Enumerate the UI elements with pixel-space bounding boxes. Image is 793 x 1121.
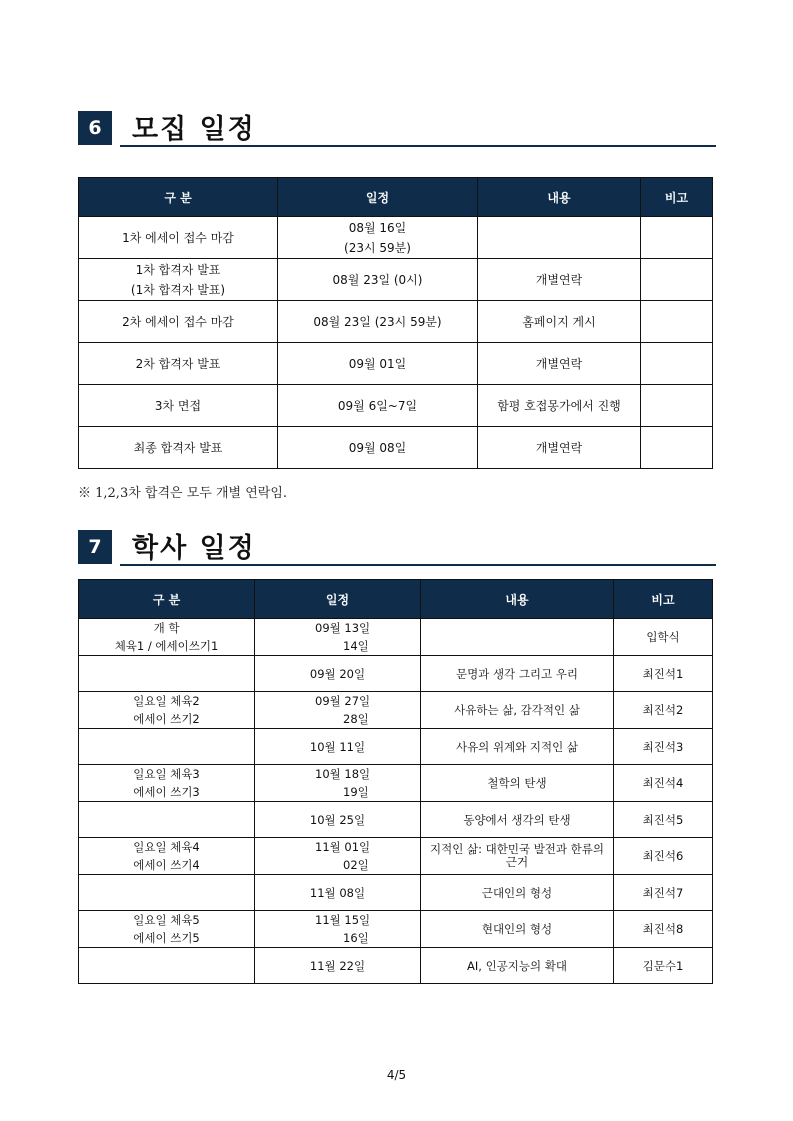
header-note: 비고 bbox=[641, 178, 713, 217]
table-row bbox=[79, 729, 713, 765]
section-6-header bbox=[78, 111, 716, 147]
category-line: 개 학 bbox=[153, 621, 180, 635]
category-line: 2차 에세이 접수 마감 bbox=[122, 314, 234, 329]
section-title: 모집 일정 bbox=[132, 114, 256, 145]
header-date: 일정 bbox=[255, 580, 421, 619]
date-line: 09월 6일~7일 bbox=[337, 398, 418, 413]
date-line: 09월 27일 bbox=[315, 694, 371, 708]
date-line: 02일 bbox=[343, 858, 369, 872]
cell-category bbox=[79, 217, 278, 259]
category-line: 최종 합격자 발표 bbox=[133, 440, 223, 455]
category-line: 체육1 / 에세이쓰기1 bbox=[114, 639, 219, 653]
date-line: 09월 13일 bbox=[315, 621, 371, 635]
table-row bbox=[79, 948, 713, 984]
table-row bbox=[79, 838, 713, 875]
table-row bbox=[79, 765, 713, 802]
category-line: 일요일 체육5 bbox=[133, 913, 200, 927]
table-row bbox=[79, 692, 713, 729]
date-line: 14일 bbox=[343, 639, 369, 653]
cell-category bbox=[79, 875, 255, 911]
date-line: 11월 08일 bbox=[309, 885, 366, 900]
category-line: 2차 합격자 발표 bbox=[135, 356, 221, 371]
table-row bbox=[79, 911, 713, 948]
cell-content: 개별연락 bbox=[478, 259, 641, 301]
cell-content: 사유하는 삶, 감각적인 삶 bbox=[421, 692, 614, 729]
cell-note bbox=[641, 259, 713, 301]
header-content: 내용 bbox=[421, 580, 614, 619]
header-category: 구 분 bbox=[79, 178, 278, 217]
cell-content: 개별연락 bbox=[478, 427, 641, 469]
recruitment-schedule-table bbox=[78, 177, 713, 469]
date-line: 08월 23일 (23시 59분) bbox=[313, 314, 442, 329]
cell-content: 홈페이지 게시 bbox=[478, 301, 641, 343]
category-line: 에세이 쓰기4 bbox=[133, 858, 200, 872]
cell-content: 현대인의 형성 bbox=[421, 911, 614, 948]
cell-category bbox=[79, 385, 278, 427]
cell-note bbox=[641, 217, 713, 259]
cell-content: 철학의 탄생 bbox=[421, 765, 614, 802]
cell-category bbox=[79, 802, 255, 838]
date-line: 09월 08일 bbox=[348, 440, 407, 455]
header-content: 내용 bbox=[478, 178, 641, 217]
cell-category bbox=[79, 259, 278, 301]
academic-schedule-table bbox=[78, 579, 713, 984]
cell-note: 최진석1 bbox=[614, 656, 713, 692]
category-line: 에세이 쓰기3 bbox=[133, 785, 200, 799]
cell-note bbox=[641, 343, 713, 385]
date-line: 10월 25일 bbox=[309, 812, 366, 827]
date-line: 11월 01일 bbox=[315, 840, 371, 854]
category-line: 에세이 쓰기2 bbox=[133, 712, 200, 726]
cell-date bbox=[278, 301, 478, 343]
cell-category bbox=[79, 343, 278, 385]
cell-note: 최진석7 bbox=[614, 875, 713, 911]
header-category: 구 분 bbox=[79, 580, 255, 619]
section-number: 7 bbox=[78, 530, 112, 564]
table-row bbox=[79, 259, 713, 301]
category-line: (1차 합격자 발표) bbox=[130, 282, 226, 297]
cell-category bbox=[79, 729, 255, 765]
cell-note: 최진석5 bbox=[614, 802, 713, 838]
cell-date bbox=[255, 729, 421, 765]
cell-date bbox=[255, 875, 421, 911]
cell-date bbox=[255, 802, 421, 838]
header-date: 일정 bbox=[278, 178, 478, 217]
cell-content: 사유의 위계와 지적인 삶 bbox=[421, 729, 614, 765]
date-line: 09월 01일 bbox=[348, 356, 407, 371]
cell-note: 최진석8 bbox=[614, 911, 713, 948]
date-line: 08월 16일 bbox=[348, 220, 407, 235]
cell-content: 문명과 생각 그리고 우리 bbox=[421, 656, 614, 692]
date-line: 10월 18일 bbox=[315, 767, 371, 781]
table-row bbox=[79, 427, 713, 469]
table-row bbox=[79, 619, 713, 656]
cell-category bbox=[79, 948, 255, 984]
cell-note: 최진석6 bbox=[614, 838, 713, 875]
cell-category bbox=[79, 765, 255, 802]
cell-content: 개별연락 bbox=[478, 343, 641, 385]
cell-note bbox=[641, 385, 713, 427]
date-line: (23시 59분) bbox=[344, 240, 411, 255]
cell-date bbox=[278, 385, 478, 427]
cell-note: 최진석2 bbox=[614, 692, 713, 729]
cell-content: AI, 인공지능의 확대 bbox=[421, 948, 614, 984]
cell-date bbox=[278, 217, 478, 259]
table-row bbox=[79, 802, 713, 838]
section-7-header bbox=[78, 530, 716, 566]
cell-category bbox=[79, 427, 278, 469]
table-header-row bbox=[79, 178, 713, 217]
cell-note: 김문수1 bbox=[614, 948, 713, 984]
cell-content: 동양에서 생각의 탄생 bbox=[421, 802, 614, 838]
cell-date bbox=[255, 838, 421, 875]
cell-note bbox=[641, 427, 713, 469]
cell-content: 함평 호접몽가에서 진행 bbox=[478, 385, 641, 427]
cell-date bbox=[278, 259, 478, 301]
table-row bbox=[79, 217, 713, 259]
table-row bbox=[79, 385, 713, 427]
table-row bbox=[79, 875, 713, 911]
table-header-row bbox=[79, 580, 713, 619]
section-underline bbox=[120, 145, 716, 147]
section-underline bbox=[120, 564, 716, 566]
page-number: 4/5 bbox=[386, 1068, 407, 1082]
footnote: ※ 1,2,3차 합격은 모두 개별 연락임. bbox=[78, 486, 288, 501]
cell-category bbox=[79, 838, 255, 875]
category-line: 일요일 체육3 bbox=[133, 767, 200, 781]
cell-content bbox=[421, 619, 614, 656]
cell-note: 최진석4 bbox=[614, 765, 713, 802]
section-number: 6 bbox=[78, 111, 112, 145]
cell-date bbox=[255, 948, 421, 984]
section-title: 학사 일정 bbox=[132, 533, 256, 564]
cell-category bbox=[79, 619, 255, 656]
date-line: 16일 bbox=[343, 931, 369, 945]
date-line: 08월 23일 (0시) bbox=[332, 272, 423, 287]
cell-date bbox=[255, 765, 421, 802]
cell-date bbox=[255, 656, 421, 692]
cell-date bbox=[255, 619, 421, 656]
cell-content: 지적인 삶: 대한민국 발전과 한류의 근거 bbox=[421, 838, 614, 875]
category-line: 에세이 쓰기5 bbox=[133, 931, 200, 945]
header-note: 비고 bbox=[614, 580, 713, 619]
cell-note: 입학식 bbox=[614, 619, 713, 656]
date-line: 28일 bbox=[343, 712, 369, 726]
table-row bbox=[79, 656, 713, 692]
category-line: 3차 면접 bbox=[154, 398, 202, 413]
cell-date bbox=[255, 692, 421, 729]
date-line: 09월 20일 bbox=[309, 666, 366, 681]
cell-content: 근대인의 형성 bbox=[421, 875, 614, 911]
category-line: 1차 합격자 발표 bbox=[135, 262, 221, 277]
cell-date bbox=[278, 343, 478, 385]
category-line: 일요일 체육4 bbox=[133, 840, 200, 854]
category-line: 일요일 체육2 bbox=[133, 694, 200, 708]
cell-note: 최진석3 bbox=[614, 729, 713, 765]
table-row bbox=[79, 301, 713, 343]
cell-content bbox=[478, 217, 641, 259]
date-line: 19일 bbox=[343, 785, 369, 799]
date-line: 11월 22일 bbox=[309, 958, 366, 973]
cell-category bbox=[79, 656, 255, 692]
date-line: 11월 15일 bbox=[315, 913, 371, 927]
cell-category bbox=[79, 301, 278, 343]
date-line: 10월 11일 bbox=[309, 739, 366, 754]
cell-date bbox=[278, 427, 478, 469]
cell-category bbox=[79, 911, 255, 948]
cell-date bbox=[255, 911, 421, 948]
table-row bbox=[79, 343, 713, 385]
cell-category bbox=[79, 692, 255, 729]
cell-note bbox=[641, 301, 713, 343]
category-line: 1차 에세이 접수 마감 bbox=[122, 230, 234, 245]
